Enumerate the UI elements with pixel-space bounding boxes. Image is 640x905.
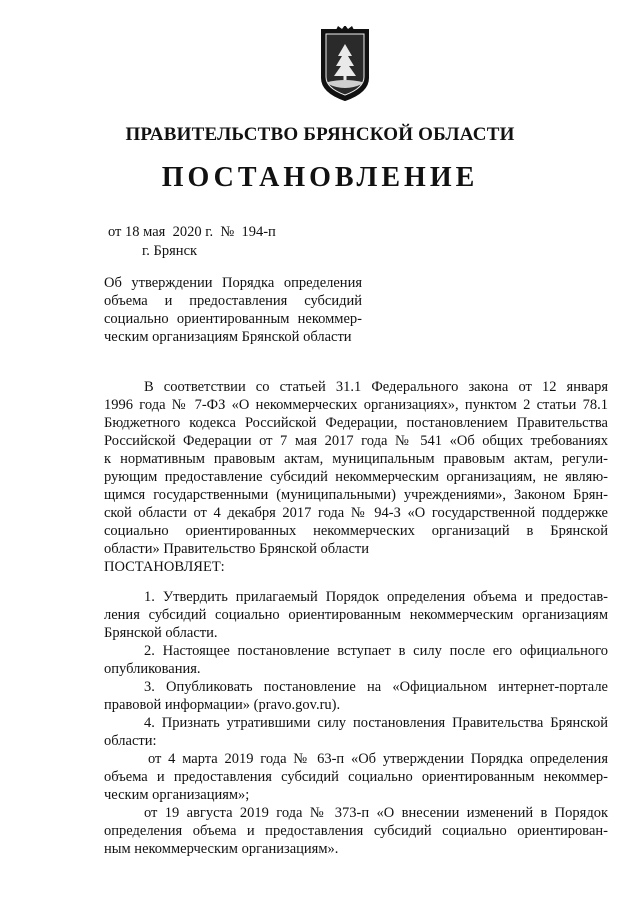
coat-of-arms-icon (316, 26, 374, 104)
subject-line: Об утверждении Порядка определения (104, 275, 362, 291)
item-line: объема и предоставления субсидий социально ориентированным некоммер- (104, 769, 608, 785)
item-line: ческим организациям»; (104, 787, 250, 803)
resolution-items (104, 588, 608, 858)
item-line: ления субсидий социально ориентированным некоммерческим организациям (104, 607, 608, 623)
item-line: правовой информации» (pravo.gov.ru). (104, 697, 341, 713)
date-and-number: от 18 мая 2020 г. № 194-п (108, 224, 276, 240)
item-line: от 4 марта 2019 года № 63-п «Об утверждении Порядка определения (148, 751, 608, 767)
item-line: 2. Настоящее постановление вступает в силу после его официального (144, 643, 608, 659)
item-line: области: (104, 733, 157, 749)
resolves-word: ПОСТАНОВЛЯЕТ: (104, 559, 225, 575)
subject-line: социально ориентированным некоммер- (104, 311, 362, 327)
preamble-line: Бюджетного кодекса Российской Федерации, постановлением Правительства (104, 415, 608, 431)
item-line: ным некоммерческим организациям». (104, 841, 339, 857)
subject-line: ческим организациям Брянской области (104, 329, 352, 345)
preamble-line: Российской Федерации от 7 мая 2017 года № 541 «Об общих требованиях (104, 433, 608, 449)
preamble-line: социально ориентированных некоммерческих организаций в Брянской (104, 523, 608, 539)
item-line: Брянской области. (104, 625, 218, 641)
preamble-line: ской области от 4 декабря 2017 года № 94-З «О государственной поддержке (104, 505, 608, 521)
organization-title: ПРАВИТЕЛЬСТВО БРЯНСКОЙ ОБЛАСТИ (125, 124, 515, 145)
preamble-line: В соответствии со статьей 31.1 Федерального закона от 12 января (144, 379, 608, 395)
item-line: от 19 августа 2019 года № 373-п «О внесении изменений в Порядок (144, 805, 608, 821)
item-line: 4. Признать утратившими силу постановления Правительства Брянской (144, 715, 608, 731)
preamble-line: области» Правительство Брянской области (104, 541, 369, 557)
subject-block (104, 274, 362, 346)
preamble-line: к нормативным правовым актам, муниципальным правовым актам, регули- (104, 451, 608, 467)
subject-line: объема и предоставления субсидий (104, 293, 362, 309)
item-line: 3. Опубликовать постановление на «Официальном интернет-портале (144, 679, 608, 695)
preamble-line: рующим предоставление субсидий некоммерческим организациям, не являю- (104, 469, 608, 485)
document-type-title: ПОСТАНОВЛЕНИЕ (161, 162, 479, 193)
preamble-line: 1996 года № 7-ФЗ «О некоммерческих организациях», пунктом 2 статьи 78.1 (104, 397, 608, 413)
item-line: определения объема и предоставления субсидий социально ориентирован- (104, 823, 608, 839)
preamble-line: щимся государственными (муниципальными) учреждениями», Законом Брян- (104, 487, 608, 503)
item-line: опубликования. (104, 661, 201, 677)
preamble-paragraph (104, 378, 608, 576)
item-line: 1. Утвердить прилагаемый Порядок определения объема и предостав- (144, 589, 608, 605)
city-line: г. Брянск (142, 243, 198, 259)
